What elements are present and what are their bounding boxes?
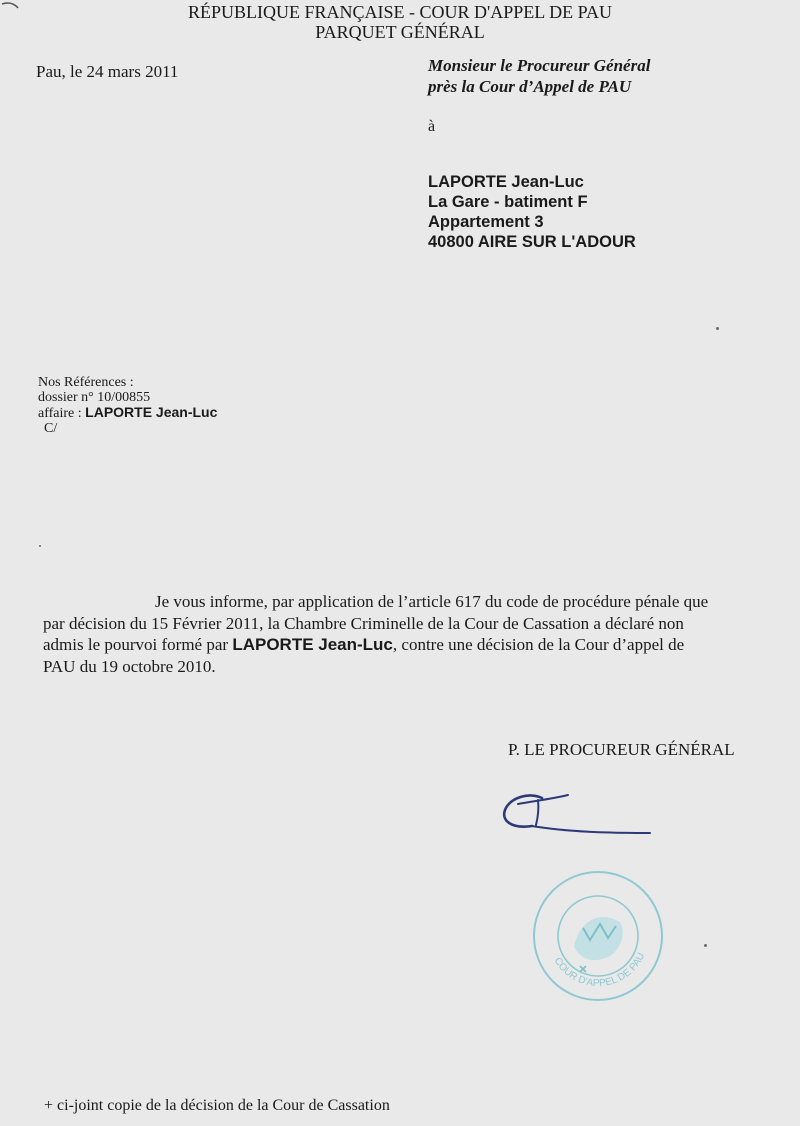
letter-body [43, 591, 767, 677]
signature [498, 785, 658, 845]
references-c-line: C/ [44, 421, 58, 436]
recipient-address [428, 172, 636, 252]
header-line-1: RÉPUBLIQUE FRANÇAISE - COUR D'APPEL DE PAU [188, 2, 612, 22]
body-line-4: PAU du 19 octobre 2010. [43, 656, 216, 676]
sender-line-1: Monsieur le Procureur Général [428, 56, 651, 75]
sender-block [428, 55, 650, 97]
body-line-3-end: , contre une décision de la Cour d’appel de [392, 635, 685, 654]
affaire-name: LAPORTE Jean-Luc [85, 404, 218, 420]
to-word: à [428, 118, 436, 135]
affaire-label: affaire : [38, 406, 82, 421]
recipient-line-3: Appartement 3 [428, 213, 544, 231]
date-line: Pau, le 24 mars 2011 [36, 62, 179, 81]
references-dossier: dossier n° 10/00855 [38, 390, 151, 405]
body-line-3-start: admis le pourvoi formé par [43, 635, 229, 654]
body-line-2: par décision du 15 Février 2011, la Chambre Criminelle de la Cour de Cassation a déclaré non [43, 613, 684, 633]
footer-note: + ci-joint copie de la décision de la Cour de Cassation [44, 1097, 390, 1114]
body-line-3 [43, 634, 767, 656]
references-heading: Nos Références : [38, 375, 134, 390]
sender-line-2: près la Cour d’Appel de PAU [428, 77, 632, 96]
body-line-1: Je vous informe, par application de l’article 617 du code de procédure pénale que [155, 592, 709, 611]
scan-speck [716, 327, 719, 330]
recipient-line-2: La Gare - batiment F [428, 193, 588, 211]
references-block [38, 375, 217, 436]
body-defendant-name: LAPORTE Jean-Luc [232, 635, 393, 654]
signer-title: P. LE PROCUREUR GÉNÉRAL [508, 740, 735, 759]
scan-speck [704, 944, 707, 947]
stamp-ring-text: COUR D'APPEL DE PAU [551, 951, 648, 990]
recipient-line-4: 40800 AIRE SUR L'ADOUR [428, 233, 636, 251]
references-affaire [38, 405, 217, 421]
recipient-name: LAPORTE Jean-Luc [428, 173, 584, 191]
court-stamp [528, 866, 668, 1006]
scan-speck [39, 545, 41, 547]
header-line-2: PARQUET GÉNÉRAL [315, 22, 485, 42]
